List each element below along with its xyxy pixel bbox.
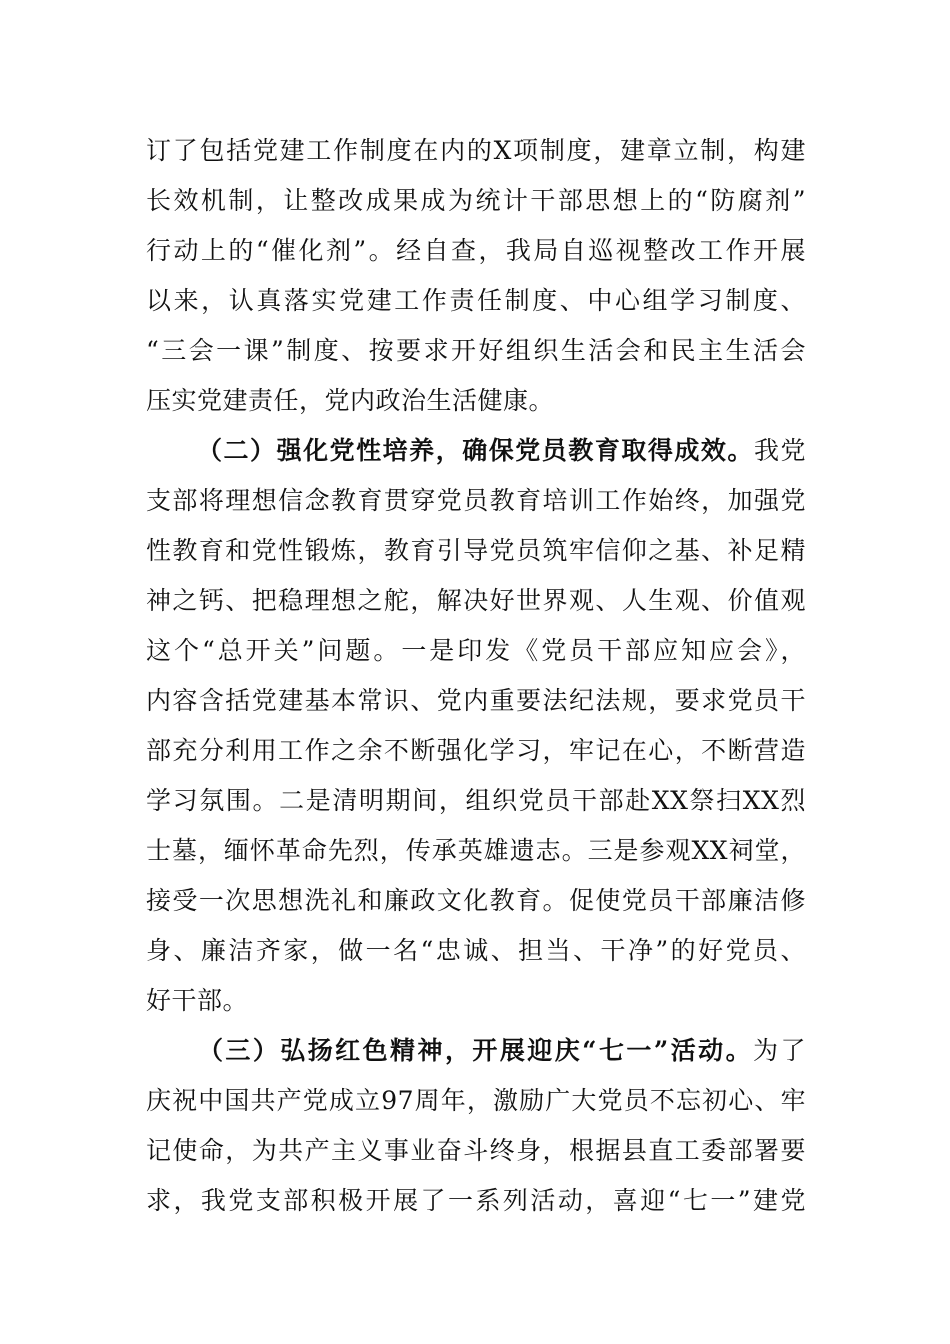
text-line: 学习氛围。二是清明期间，组织党员干部赴XX祭扫XX烈 — [146, 786, 806, 815]
paragraph-1 — [146, 126, 806, 426]
text-line: 性教育和党性锻炼，教育引导党员筑牢信仰之基、补足精 — [146, 536, 806, 565]
section-heading-3: （三）弘扬红色精神，开展迎庆“七一”活动。 — [196, 1036, 754, 1065]
text-line: 神之钙、把稳理想之舵，解决好世界观、人生观、价值观 — [146, 586, 806, 615]
text-line: 部充分利用工作之余不断强化学习，牢记在心，不断营造 — [146, 736, 806, 765]
paragraph-2 — [146, 426, 806, 1026]
paragraph-first-line — [146, 426, 806, 476]
text-line: 压实党建责任，党内政治生活健康。 — [146, 386, 555, 415]
text-line: 行动上的“催化剂”。经自查，我局自巡视整改工作开展 — [146, 236, 806, 265]
document-body — [146, 126, 806, 1226]
text-line: 身、廉洁齐家，做一名“忠诚、担当、干净”的好党员、 — [146, 936, 806, 965]
text-line: 以来，认真落实党建工作责任制度、中心组学习制度、 — [146, 286, 806, 315]
text-line: 士墓，缅怀革命先烈，传承英雄遗志。三是参观XX祠堂， — [146, 836, 806, 865]
text-line: 求，我党支部积极开展了一系列活动，喜迎“七一”建党 — [146, 1186, 806, 1215]
text-run: 我党 — [753, 436, 806, 465]
text-line: 支部将理想信念教育贯穿党员教育培训工作始终，加强党 — [146, 486, 806, 515]
paragraph-3 — [146, 1026, 806, 1226]
text-line: 这个“总开关”问题。一是印发《党员干部应知应会》， — [146, 636, 806, 665]
text-line: 记使命，为共产主义事业奋斗终身，根据县直工委部署要 — [146, 1136, 806, 1165]
text-line: 长效机制，让整改成果成为统计干部思想上的“防腐剂” — [146, 186, 806, 215]
section-heading-2: （二）强化党性培养，确保党员教育取得成效。 — [196, 436, 754, 465]
text-line: 好干部。 — [146, 986, 249, 1015]
text-line: 接受一次思想洗礼和廉政文化教育。促使党员干部廉洁修 — [146, 886, 806, 915]
text-line: 庆祝中国共产党成立97周年，激励广大党员不忘初心、牢 — [146, 1086, 806, 1115]
text-line: 内容含括党建基本常识、党内重要法纪法规，要求党员干 — [146, 686, 806, 715]
text-line: 订了包括党建工作制度在内的X项制度，建章立制，构建 — [146, 136, 806, 165]
text-run: 为了 — [753, 1036, 806, 1065]
text-line: “三会一课”制度、按要求开好组织生活会和民主生活会 — [146, 336, 806, 365]
paragraph-first-line — [146, 1026, 806, 1076]
